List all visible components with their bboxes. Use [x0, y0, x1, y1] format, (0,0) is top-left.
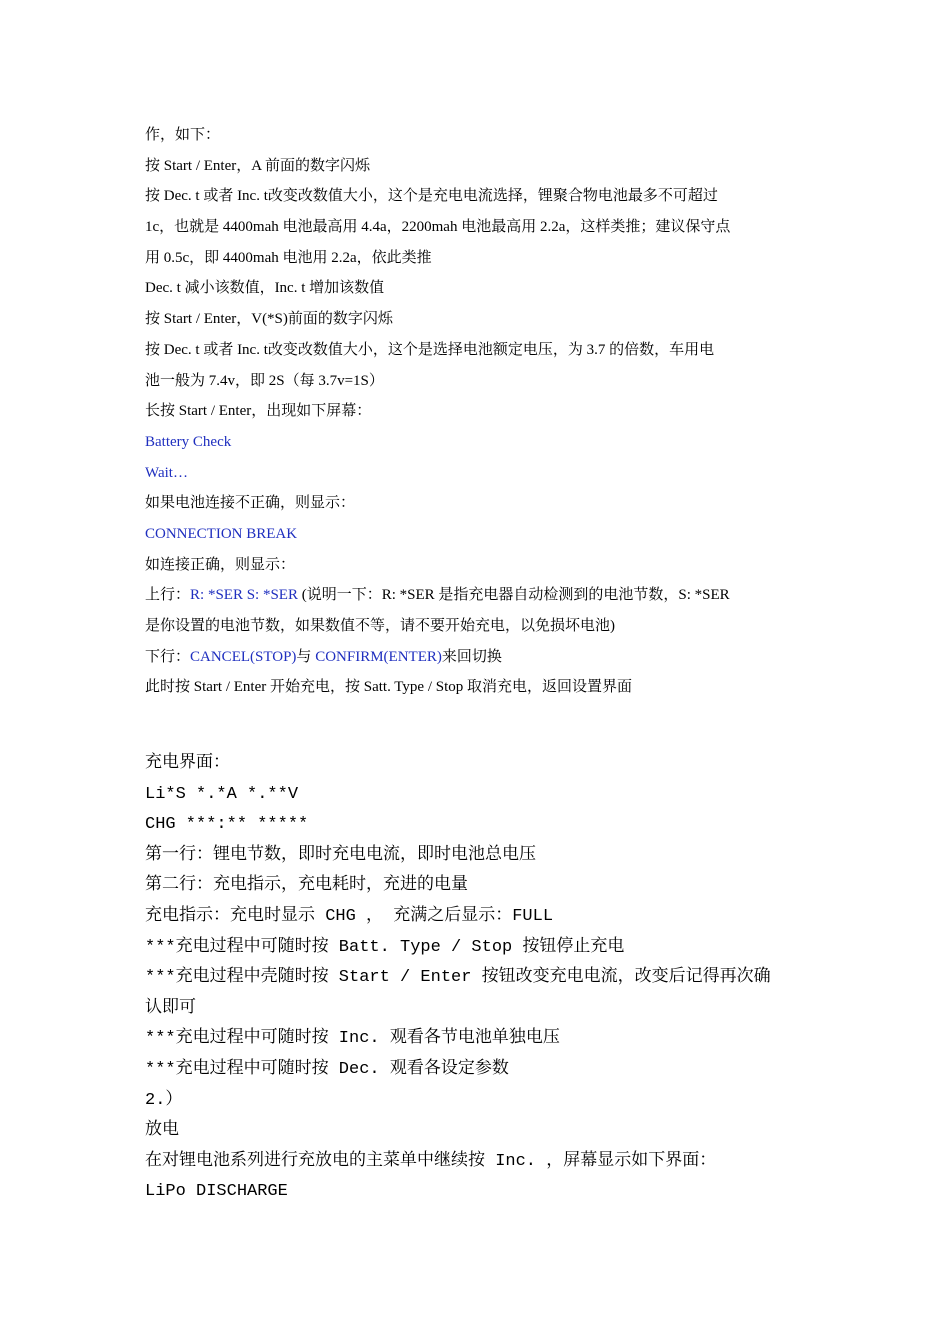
- screen-text-confirm: CONFIRM(ENTER): [315, 648, 442, 665]
- text-line: ***充电过程中可随时按 Inc. 观看各节电池单独电压: [145, 1029, 560, 1049]
- text-line: 按 Dec. t 或者 Inc. t改变改数值大小，这个是充电电流选择，锂聚合物电池最多不可超过: [145, 188, 718, 205]
- screen-text-connection-break: CONNECTION BREAK: [145, 525, 298, 542]
- screen-text-ser: R: *SER S: *SER: [190, 587, 298, 604]
- charging-screen-section: [145, 749, 810, 1208]
- section-heading: 充电界面：: [145, 754, 230, 774]
- text-line: ***充电过程中可随时按 Batt. Type / Stop 按钮停止充电: [145, 937, 625, 957]
- text-line: ***充电过程中可随时按 Dec. 观看各设定参数: [145, 1060, 509, 1079]
- screen-text-wait: Wait…: [145, 464, 188, 481]
- text-line: 1c，也就是 4400mah 电池最高用 4.4a，2200mah 电池最高用 2.2a，这样类推；建议保守点: [145, 219, 731, 236]
- section-heading: 放电: [145, 1121, 179, 1141]
- connector-text: 与: [296, 648, 316, 665]
- text-line: 池一般为 7.4v，即 2S（每 3.7v=1S）: [145, 372, 384, 389]
- screen-line-2: CHG ***:** *****: [145, 815, 309, 835]
- text-line: 认即可: [145, 998, 196, 1018]
- section-number: 2.）: [145, 1090, 183, 1110]
- text-line: [145, 580, 810, 611]
- text-line: 作，如下：: [145, 127, 221, 143]
- text-line: Dec. t 减小该数值，Inc. t 增加该数值: [145, 280, 385, 297]
- document-page: [145, 120, 810, 1208]
- text-line: 如果电池连接不正确，则显示：: [145, 495, 356, 512]
- text-line: 按 Start / Enter，A 前面的数字闪烁: [145, 157, 370, 174]
- text-line: 按 Dec. t 或者 Inc. t改变改数值大小，这个是选择电池额定电压，为 3.7 的倍数，车用电: [145, 341, 715, 358]
- connector-text: 来回切换: [441, 648, 502, 665]
- text-line: 是你设置的电池节数，如果数值不等，请不要开始充电，以免损坏电池): [145, 618, 615, 634]
- screen-text-battery-check: Battery Check: [145, 433, 232, 450]
- text-line: 第二行：充电指示，充电耗时，充进的电量: [145, 876, 468, 896]
- text-line: 按 Start / Enter，V(*S)前面的数字闪烁: [145, 311, 393, 328]
- text-line: 如连接正确，则显示：: [145, 556, 296, 573]
- screen-line-1: Li*S *.*A *.**V: [145, 784, 299, 804]
- text-line: 第一行：锂电节数，即时充电电流，即时电池总电压: [145, 845, 536, 865]
- text-line: 长按 Start / Enter，出现如下屏幕：: [145, 403, 372, 420]
- explanation-text: (说明一下：R: *SER 是指充电器自动检测到的电池节数，S: *SER: [297, 587, 730, 604]
- text-line: ***充电过程中壳随时按 Start / Enter 按钮改变充电电流，改变后记得再次确: [145, 968, 771, 988]
- setup-instructions: [145, 120, 810, 703]
- text-line: 在对锂电池系列进行充放电的主菜单中继续按 Inc. ，屏幕显示如下界面：: [145, 1151, 717, 1171]
- text-line: [145, 642, 810, 673]
- text-line: 用 0.5c，即 4400mah 电池用 2.2a，依此类推: [145, 249, 432, 266]
- screen-line-discharge: LiPo DISCHARGE: [145, 1182, 288, 1202]
- section-gap: [145, 703, 810, 749]
- line-label: 上行：: [145, 587, 191, 604]
- screen-text-cancel: CANCEL(STOP): [190, 648, 297, 665]
- line-label: 下行：: [145, 648, 191, 665]
- text-line: 此时按 Start / Enter 开始充电，按 Satt. Type / Stop 取消充电，返回设置界面: [145, 679, 632, 696]
- text-line: 充电指示：充电时显示 CHG ， 充满之后显示：FULL: [145, 907, 554, 927]
